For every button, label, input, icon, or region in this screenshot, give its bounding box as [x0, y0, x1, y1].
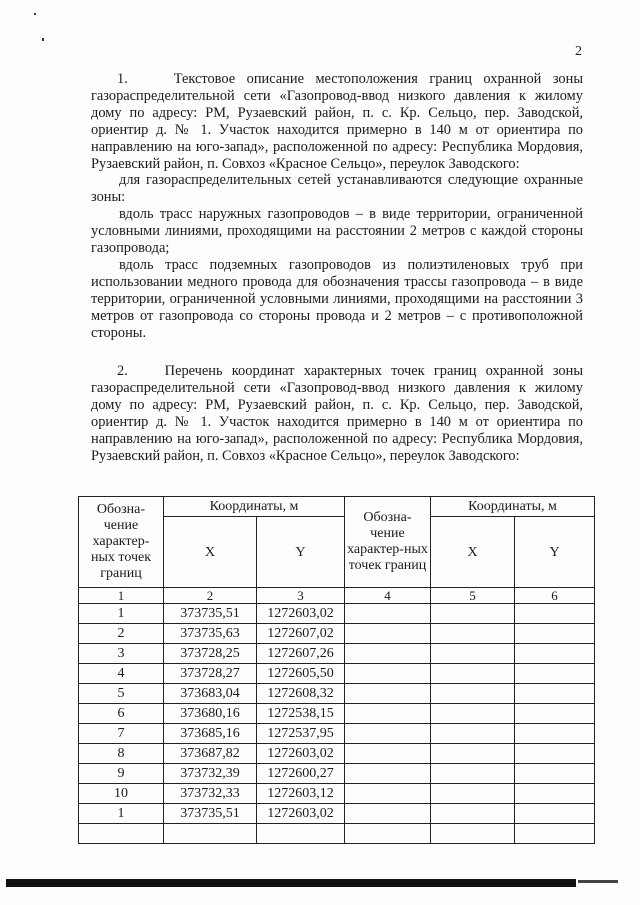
point-id: 6 [79, 704, 164, 724]
table-row [79, 624, 595, 644]
y-value: 1272603,02 [257, 744, 345, 764]
empty-cell [515, 704, 595, 724]
point-id: 9 [79, 764, 164, 784]
column-number: 5 [431, 588, 515, 604]
coordinates-header: Координаты, м [164, 497, 345, 517]
designation-header: Обозна-чение характер-ных точек границ [345, 497, 431, 588]
table-row [79, 684, 595, 704]
point-id: 10 [79, 784, 164, 804]
coordinates-table [78, 496, 595, 844]
y-value: 1272607,26 [257, 644, 345, 664]
section-1-paragraph: вдоль трасс наружных газопроводов – в виде территории, ограниченной условными линиями, проходящими на расстоянии 2 метров с каждой стороны газопровода; [91, 206, 583, 257]
column-number: 4 [345, 588, 431, 604]
point-id: 1 [79, 604, 164, 624]
x-value: 373680,16 [164, 704, 257, 724]
designation-header: Обозна-чение характер-ных точек границ [79, 497, 164, 588]
x-value: 373683,04 [164, 684, 257, 704]
x-value: 373728,25 [164, 644, 257, 664]
empty-cell [515, 804, 595, 824]
empty-cell [345, 684, 431, 704]
empty-cell [431, 624, 515, 644]
empty-cell [515, 824, 595, 844]
empty-cell [431, 804, 515, 824]
empty-cell [345, 704, 431, 724]
column-number-row [79, 588, 595, 604]
empty-cell [345, 824, 431, 844]
x-value: 373687,82 [164, 744, 257, 764]
empty-cell [515, 684, 595, 704]
table-row [79, 644, 595, 664]
empty-cell [515, 764, 595, 784]
empty-cell [431, 724, 515, 744]
empty-cell [431, 824, 515, 844]
page-number: 2 [575, 44, 582, 59]
column-number: 6 [515, 588, 595, 604]
y-value: 1272605,50 [257, 664, 345, 684]
x-value: 373735,63 [164, 624, 257, 644]
y-value: 1272600,27 [257, 764, 345, 784]
coordinates-header: Координаты, м [431, 497, 595, 517]
empty-cell [345, 804, 431, 824]
empty-cell [431, 744, 515, 764]
scan-mark [34, 13, 36, 15]
empty-cell [345, 764, 431, 784]
x-value: 373728,27 [164, 664, 257, 684]
empty-cell [164, 824, 257, 844]
y-value: 1272603,02 [257, 804, 345, 824]
x-value: 373732,39 [164, 764, 257, 784]
empty-cell [345, 784, 431, 804]
x-value: 373735,51 [164, 604, 257, 624]
y-value: 1272537,95 [257, 724, 345, 744]
x-header: X [164, 517, 257, 588]
point-id: 8 [79, 744, 164, 764]
empty-cell [515, 624, 595, 644]
point-id: 7 [79, 724, 164, 744]
empty-cell [345, 644, 431, 664]
table-row [79, 744, 595, 764]
column-number: 1 [79, 588, 164, 604]
empty-cell [345, 724, 431, 744]
x-value: 373732,33 [164, 784, 257, 804]
y-value: 1272603,02 [257, 604, 345, 624]
empty-cell [515, 724, 595, 744]
table-row [79, 764, 595, 784]
table-row [79, 824, 595, 844]
empty-cell [79, 824, 164, 844]
point-id: 2 [79, 624, 164, 644]
y-header: Y [257, 517, 345, 588]
y-value: 1272608,32 [257, 684, 345, 704]
empty-cell [431, 764, 515, 784]
scan-edge-bar [578, 880, 618, 883]
empty-cell [431, 784, 515, 804]
section-2-text [91, 363, 583, 464]
section-1-text [91, 71, 583, 342]
y-value: 1272538,15 [257, 704, 345, 724]
empty-cell [515, 644, 595, 664]
table-row [79, 664, 595, 684]
column-number: 3 [257, 588, 345, 604]
empty-cell [431, 704, 515, 724]
empty-cell [345, 664, 431, 684]
section-1-paragraph: для газораспределительных сетей устанавливаются следующие охранные зоны: [91, 172, 583, 206]
empty-cell [431, 684, 515, 704]
empty-cell [515, 664, 595, 684]
empty-cell [345, 604, 431, 624]
y-value: 1272607,02 [257, 624, 345, 644]
scan-edge-bar [6, 879, 576, 887]
table-row [79, 604, 595, 624]
y-value: 1272603,12 [257, 784, 345, 804]
table-row [79, 784, 595, 804]
point-id: 5 [79, 684, 164, 704]
scan-mark [42, 38, 44, 41]
table-row [79, 724, 595, 744]
point-id: 4 [79, 664, 164, 684]
x-value: 373685,16 [164, 724, 257, 744]
table-row [79, 804, 595, 824]
point-id: 1 [79, 804, 164, 824]
section-1-paragraph: 1. Текстовое описание местоположения границ охранной зоны газораспределительной сети «Газопровод-ввод низкого давления к жилому дому по адресу: РМ, Рузаевский район, п. с. Кр. Сельцо, пер. Заводской, ориентир д. № 1. Участок находится примерно в 140 м от ориентира по направлению на юго-запад», расположенной по адресу: Республика Мордовия, Рузаевский район, п. Совхоз «Красное Сельцо», переулок Заводского: [91, 71, 583, 172]
point-id: 3 [79, 644, 164, 664]
empty-cell [431, 644, 515, 664]
x-header: X [431, 517, 515, 588]
x-value: 373735,51 [164, 804, 257, 824]
empty-cell [431, 604, 515, 624]
empty-cell [515, 744, 595, 764]
empty-cell [345, 624, 431, 644]
empty-cell [515, 784, 595, 804]
column-number: 2 [164, 588, 257, 604]
y-header: Y [515, 517, 595, 588]
table-header-row [79, 497, 595, 517]
empty-cell [257, 824, 345, 844]
empty-cell [515, 604, 595, 624]
section-2-paragraph: 2. Перечень координат характерных точек границ охранной зоны газораспределительной сети «Газопровод-ввод низкого давления к жилому дому по адресу: РМ, Рузаевский район, п. с. Кр. Сельцо, пер. Заводской, ориентир д. № 1. Участок находится примерно в 140 м от ориентира по направлению на юго-запад», расположенной по адресу: Республика Мордовия, Рузаевский район, п. Совхоз «Красное Сельцо», переулок Заводского: [91, 363, 583, 464]
section-1-paragraph: вдоль трасс подземных газопроводов из полиэтиленовых труб при использовании медного провода для обозначения трассы газопровода – в виде территории, ограниченной условными линиями, проходящими на расстоянии 3 метров от газопровода со стороны провода и 2 метров – с противоположной стороны. [91, 256, 583, 341]
empty-cell [345, 744, 431, 764]
empty-cell [431, 664, 515, 684]
table-row [79, 704, 595, 724]
